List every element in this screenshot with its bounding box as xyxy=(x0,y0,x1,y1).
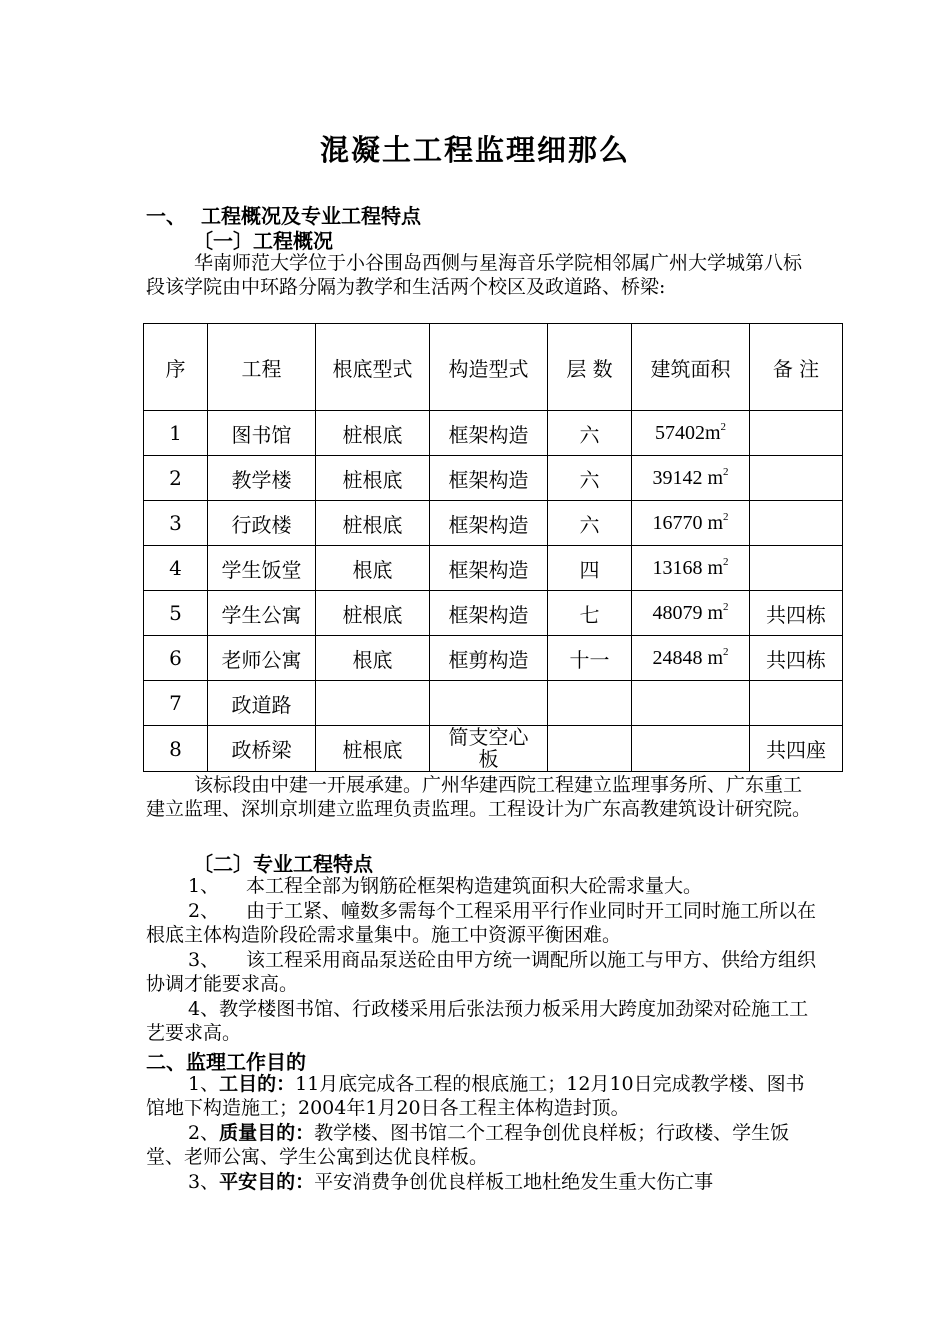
cell-floors: 六 xyxy=(548,501,632,546)
cell-area xyxy=(632,456,750,501)
cell-no: 7 xyxy=(144,681,208,726)
cell-floors: 十一 xyxy=(548,636,632,681)
goal-item xyxy=(146,1121,818,1169)
table-header-row xyxy=(144,324,843,411)
cell-no: 2 xyxy=(144,456,208,501)
cell-name: 教学楼 xyxy=(208,456,316,501)
goal-number: 3、 xyxy=(188,1171,220,1193)
cell-note xyxy=(750,501,843,546)
goal-text: 平安消费争创优良样板工地杜绝发生重大伤亡事 xyxy=(314,1171,714,1193)
cell-foundation: 桩根底 xyxy=(316,411,430,456)
subsection-heading-1: 〔一〕工程概况 xyxy=(193,229,333,253)
cell-area xyxy=(632,681,750,726)
feature-text: 该工程采用商品泵送砼由甲方统一调配所以施工与甲方、供给方组织协调才能要求高。 xyxy=(146,949,817,995)
cell-name: 行政楼 xyxy=(208,501,316,546)
table-row xyxy=(144,546,843,591)
cell-floors: 四 xyxy=(548,546,632,591)
header-cell: 备 注 xyxy=(750,324,843,411)
header-cell: 工程 xyxy=(208,324,316,411)
goal-label: 质量目的： xyxy=(219,1122,315,1144)
subsection-heading-2: 〔二〕专业工程特点 xyxy=(193,852,373,876)
cell-foundation: 桩根底 xyxy=(316,501,430,546)
area-value: 13168 m xyxy=(652,557,724,579)
feature-item xyxy=(146,997,818,1045)
area-unit-superscript: 2 xyxy=(723,601,729,613)
goal-item xyxy=(146,1170,818,1194)
structure-wrapped-text: 简支空心板 xyxy=(448,725,529,771)
area-unit-superscript: 2 xyxy=(723,556,729,568)
contractor-paragraph xyxy=(146,773,818,821)
cell-structure: 框架构造 xyxy=(430,411,548,456)
cell-note: 共四座 xyxy=(750,726,843,772)
cell-note: 共四栋 xyxy=(750,636,843,681)
cell-area xyxy=(632,636,750,681)
table-row xyxy=(144,501,843,546)
goal-number: 2、 xyxy=(188,1122,220,1144)
area-unit-superscript: 2 xyxy=(723,511,729,523)
feature-item xyxy=(146,874,818,898)
cell-name: 图书馆 xyxy=(208,411,316,456)
table-row xyxy=(144,456,843,501)
cell-foundation: 根底 xyxy=(316,636,430,681)
area-value: 24848 m xyxy=(652,647,724,669)
cell-foundation: 桩根底 xyxy=(316,591,430,636)
table-row xyxy=(144,411,843,456)
section-heading-2: 二、监理工作目的 xyxy=(146,1050,306,1074)
feature-number: 4、 xyxy=(188,998,220,1020)
cell-floors xyxy=(548,681,632,726)
document-title: 混凝土工程监理细那么 xyxy=(319,133,630,167)
cell-no: 3 xyxy=(144,501,208,546)
cell-foundation: 桩根底 xyxy=(316,456,430,501)
header-cell: 序 xyxy=(144,324,208,411)
feature-item xyxy=(146,899,818,947)
cell-structure: 框架构造 xyxy=(430,546,548,591)
cell-no: 4 xyxy=(144,546,208,591)
section-number: 一、 xyxy=(146,204,186,228)
goal-label: 平安目的： xyxy=(219,1171,315,1193)
cell-area xyxy=(632,591,750,636)
cell-no: 8 xyxy=(144,726,208,772)
cell-foundation: 根底 xyxy=(316,546,430,591)
cell-note: 共四栋 xyxy=(750,591,843,636)
area-unit-superscript: 2 xyxy=(723,646,729,658)
project-table xyxy=(143,323,843,772)
cell-area xyxy=(632,726,750,772)
cell-structure: 框架构造 xyxy=(430,501,548,546)
cell-area xyxy=(632,411,750,456)
header-cell: 建筑面积 xyxy=(632,324,750,411)
feature-item xyxy=(146,948,818,996)
feature-number: 2、 xyxy=(188,900,220,922)
table-row xyxy=(144,726,843,772)
cell-note xyxy=(750,681,843,726)
cell-no: 5 xyxy=(144,591,208,636)
goal-item xyxy=(146,1072,818,1120)
header-cell: 构造型式 xyxy=(430,324,548,411)
feature-number: 1、 xyxy=(188,875,220,897)
area-unit-superscript: 2 xyxy=(720,421,727,433)
cell-note xyxy=(750,456,843,501)
goal-text: 11月底完成各工程的根底施工；12月10日完成教学楼、图书馆地下构造施工；2004年1月20日各工程主体构造封顶。 xyxy=(146,1073,805,1119)
goal-label: 工目的： xyxy=(219,1073,296,1095)
cell-name: 政桥梁 xyxy=(208,726,316,772)
intro-paragraph xyxy=(146,251,818,299)
header-cell: 层 数 xyxy=(548,324,632,411)
cell-floors: 六 xyxy=(548,411,632,456)
cell-structure: 框剪构造 xyxy=(430,636,548,681)
area-value: 39142 m xyxy=(652,467,724,489)
section-title: 工程概况及专业工程特点 xyxy=(201,204,421,228)
goal-number: 1、 xyxy=(188,1073,220,1095)
cell-name: 政道路 xyxy=(208,681,316,726)
cell-no: 1 xyxy=(144,411,208,456)
cell-floors: 七 xyxy=(548,591,632,636)
area-value: 57402m xyxy=(654,422,721,444)
cell-note xyxy=(750,546,843,591)
intro-text: 华南师范大学位于小谷围岛西侧与星海音乐学院相邻属广州大学城第八标段该学院由中环路分隔为教学和生活两个校区及政道路、桥梁: xyxy=(146,252,803,298)
goal-text: 教学楼、图书馆二个工程争创优良样板；行政楼、学生饭堂、老师公寓、学生公寓到达优良样板。 xyxy=(146,1122,790,1168)
table-row xyxy=(144,591,843,636)
header-cell: 根底型式 xyxy=(316,324,430,411)
cell-area xyxy=(632,546,750,591)
cell-structure: 框架构造 xyxy=(430,591,548,636)
cell-floors: 六 xyxy=(548,456,632,501)
table-row xyxy=(144,681,843,726)
cell-name: 学生公寓 xyxy=(208,591,316,636)
cell-foundation xyxy=(316,681,430,726)
feature-text: 本工程全部为钢筋砼框架构造建筑面积大砼需求量大。 xyxy=(246,875,703,897)
cell-floors xyxy=(548,726,632,772)
cell-structure xyxy=(430,726,548,772)
cell-foundation: 桩根底 xyxy=(316,726,430,772)
area-unit-superscript: 2 xyxy=(723,466,729,478)
cell-name: 老师公寓 xyxy=(208,636,316,681)
table-row xyxy=(144,636,843,681)
cell-structure xyxy=(430,681,548,726)
cell-note xyxy=(750,411,843,456)
feature-text: 由于工紧、幢数多需每个工程采用平行作业同时开工同时施工所以在根底主体构造阶段砼需求量集中。施工中资源平衡困难。 xyxy=(146,900,817,946)
cell-structure: 框架构造 xyxy=(430,456,548,501)
feature-text: 教学楼图书馆、行政楼采用后张法预力板采用大跨度加劲梁对砼施工工艺要求高。 xyxy=(146,998,809,1044)
cell-area xyxy=(632,501,750,546)
cell-no: 6 xyxy=(144,636,208,681)
feature-number: 3、 xyxy=(188,949,220,971)
area-value: 16770 m xyxy=(652,512,724,534)
contractor-text: 该标段由中建一开展承建。广州华建西院工程建立监理事务所、广东重工建立监理、深圳京圳建立监理负责监理。工程设计为广东高教建筑设计研究院。 xyxy=(146,774,812,820)
area-value: 48079 m xyxy=(652,602,724,624)
cell-name: 学生饭堂 xyxy=(208,546,316,591)
